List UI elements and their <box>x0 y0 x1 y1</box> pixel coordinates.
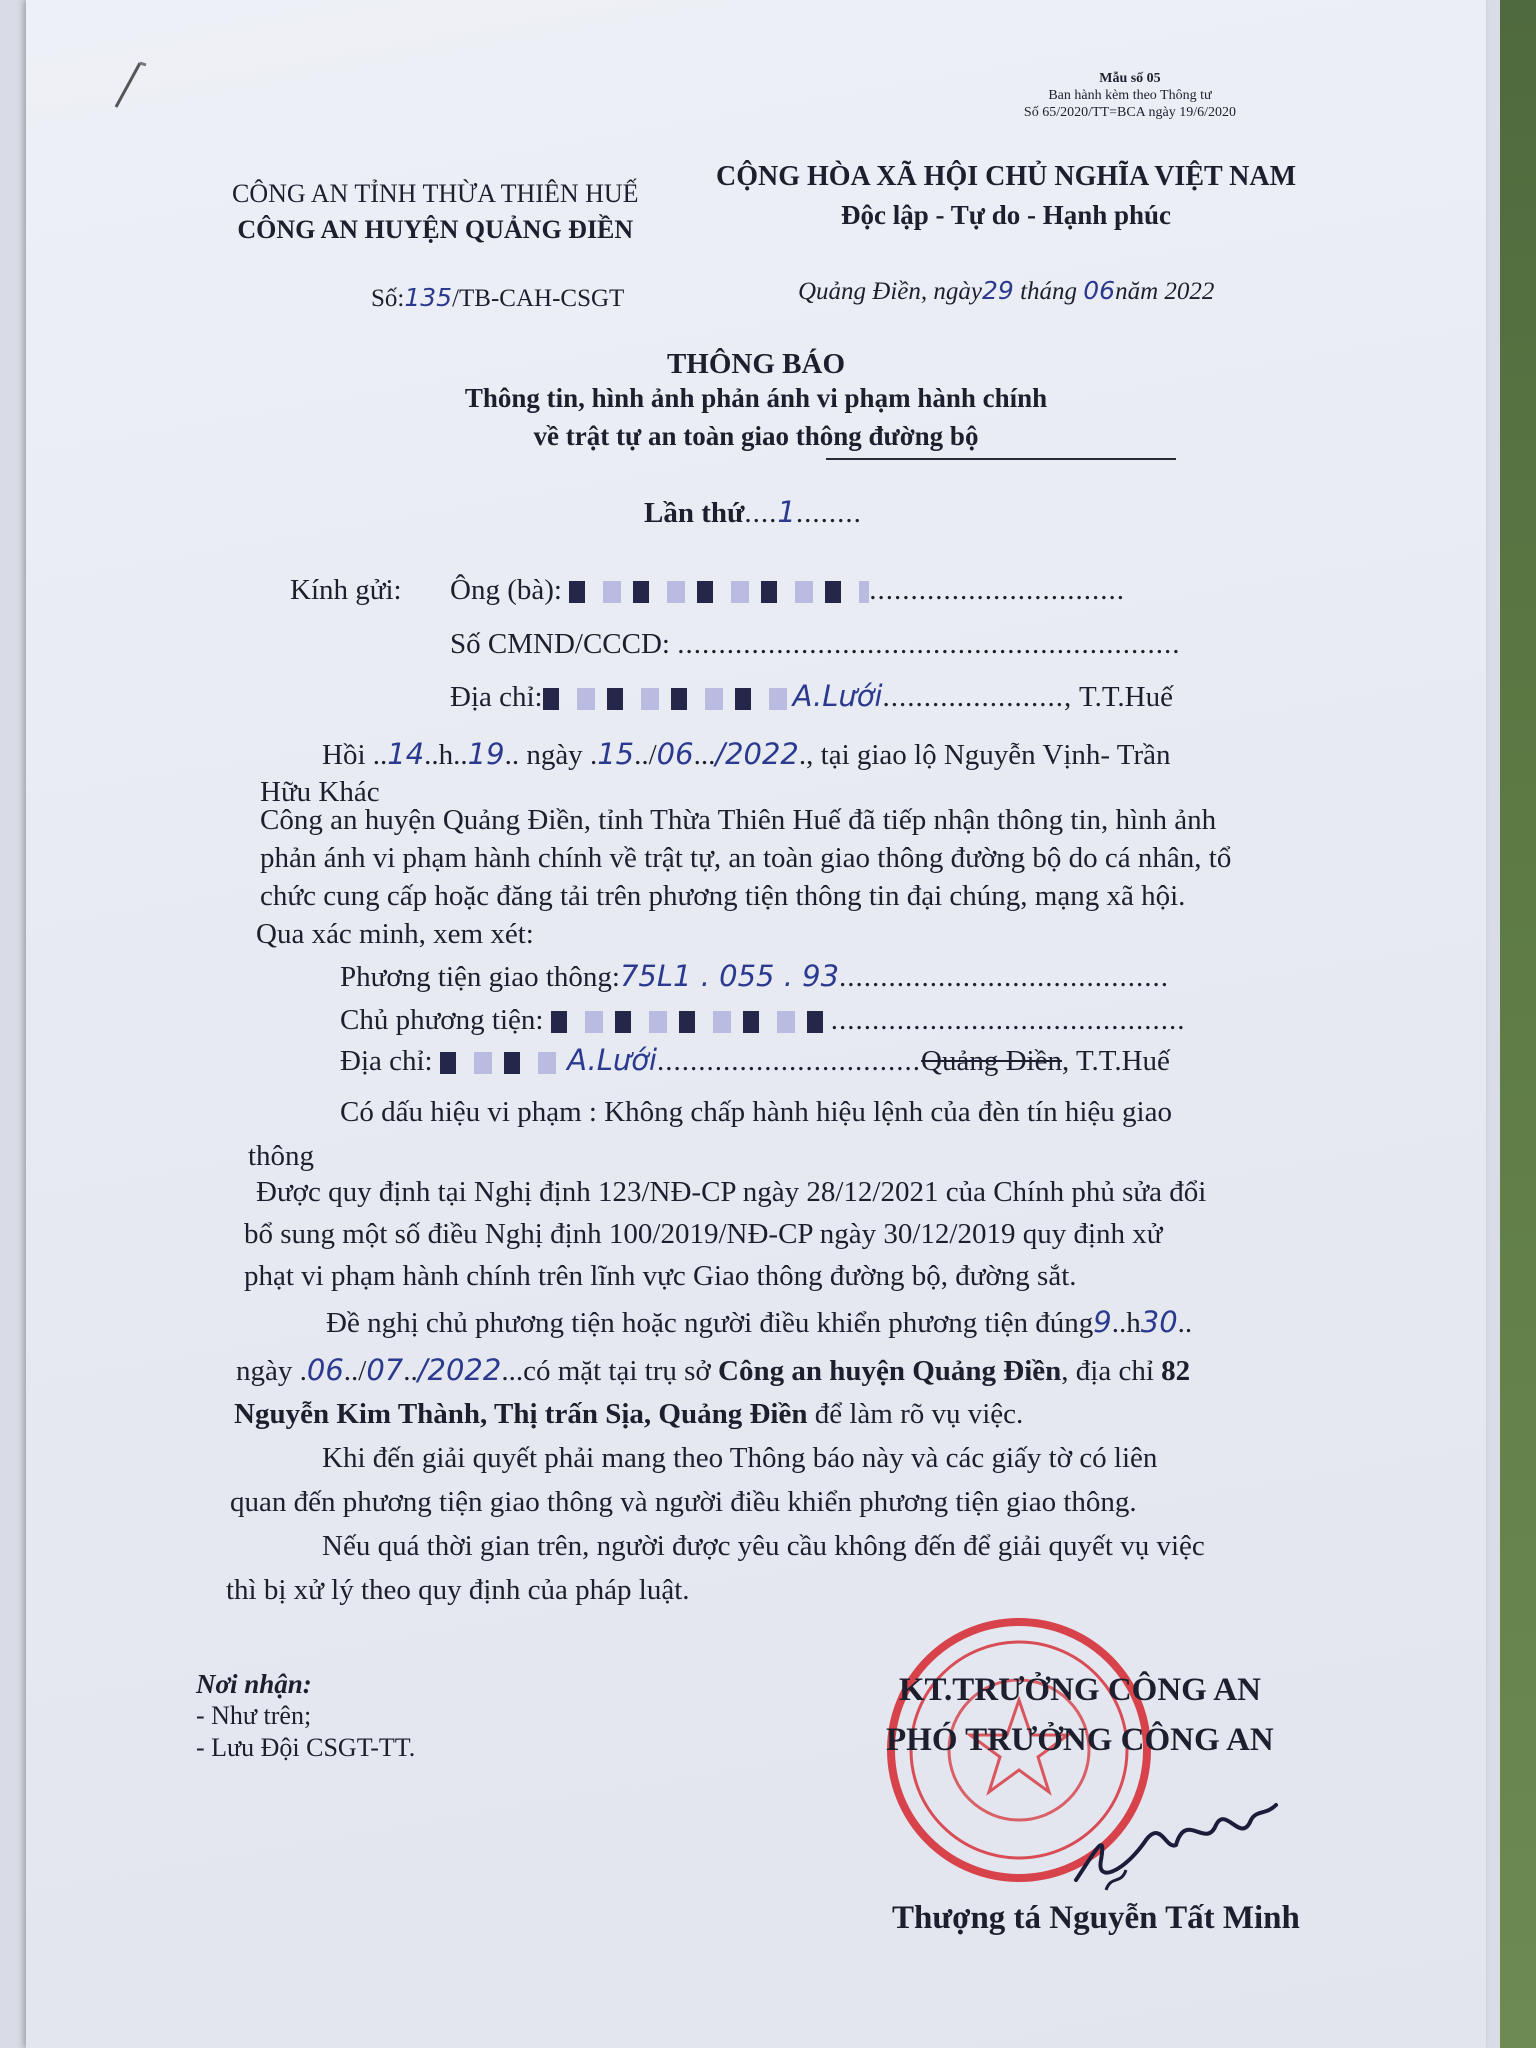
recipient-name-line <box>450 570 1125 610</box>
signature-title-1: KT.TRƯỞNG CÔNG AN <box>898 1672 1261 1708</box>
date-month: 06 <box>1083 276 1116 305</box>
violation-line2: thông <box>248 1140 315 1172</box>
recipients-item-1: - Như trên; <box>196 1701 312 1730</box>
request-mid: ...có mặt tại trụ sở <box>501 1355 719 1387</box>
national-motto <box>716 158 1296 234</box>
para1-line2: phản ánh vi phạm hành chính về trật tự, an toàn giao thông đường bộ do cá nhân, tổ <box>260 842 1232 874</box>
attempt-label: Lần thứ <box>644 497 745 529</box>
staple-icon <box>106 55 166 115</box>
request-line1: Đề nghị chủ phương tiện hoặc người điều khiển phương tiện đúng9..h30.. <box>326 1305 1193 1339</box>
recipients-heading: Nơi nhận: <box>196 1669 312 1699</box>
owner-address-hand: A.Lưới <box>567 1043 658 1077</box>
redacted-owner-address <box>440 1052 560 1074</box>
recipients-item-2: - Lưu Đội CSGT-TT. <box>196 1733 416 1762</box>
para1-line4: Qua xác minh, xem xét: <box>256 918 534 950</box>
request-address-number: 82 <box>1161 1355 1191 1387</box>
owner-address-label: Địa chỉ: <box>340 1045 433 1077</box>
redacted-name <box>569 581 869 603</box>
to-label: Kính gửi: <box>290 574 402 606</box>
id-label: Số CMND/CCCD: <box>450 628 670 660</box>
request-hour: 9 <box>1093 1305 1112 1339</box>
request-line2: ngày .06../07../2022...có mặt tại trụ sở Công an huyện Quảng Điền, địa chỉ 82 <box>236 1353 1191 1387</box>
form-issued-with: Ban hành kèm theo Thông tư <box>1048 88 1212 103</box>
warn-line1: Nếu quá thời gian trên, người được yêu cầu không đến để giải quyết vụ việc <box>322 1530 1205 1562</box>
title-underline <box>826 458 1176 460</box>
owner-address-province: , T.T.Huế <box>1061 1045 1170 1077</box>
document-number <box>371 283 624 313</box>
owner-line <box>340 1000 1185 1040</box>
form-circular: Số 65/2020/TT=BCA ngày 19/6/2020 <box>1023 105 1236 120</box>
doc-number-suffix: /TB-CAH-CSGT <box>452 285 625 312</box>
incident-month: 06 <box>656 737 694 771</box>
form-note <box>1024 70 1236 121</box>
address-label: Địa chỉ: <box>450 681 543 713</box>
incident-hour: 14 <box>387 737 425 771</box>
request-address-label: , địa chỉ <box>1061 1355 1162 1387</box>
violation-line1: Có dấu hiệu vi phạm : Không chấp hành hiệu lệnh của đèn tín hiệu giao <box>340 1096 1172 1128</box>
request-year: /2022 <box>417 1353 502 1387</box>
attempt-value: 1 <box>777 495 796 529</box>
date-place: Quảng Điền, ngày <box>798 278 982 305</box>
incident-location-2: Hữu Khác <box>260 776 380 808</box>
agency-district: CÔNG AN HUYỆN QUẢNG ĐIỀN <box>237 215 634 244</box>
address-dots: ......................, <box>882 681 1073 713</box>
redacted-address <box>543 688 793 710</box>
attempt-dots-after: ........ <box>795 497 862 529</box>
document-subtitle-2: về trật tự an toàn giao thông đường bộ <box>533 421 979 451</box>
agency-province: CÔNG AN TỈNH THỪA THIÊN HUẾ <box>232 179 639 208</box>
document-date <box>798 276 1214 306</box>
address-hand: A.Lưới <box>792 679 883 713</box>
owner-dots: ........................................... <box>830 1004 1186 1036</box>
owner-address-dots: ................................ <box>657 1045 922 1077</box>
vehicle-plate: 75L1 . 055 . 93 <box>619 959 840 993</box>
document-subtitle-1: Thông tin, hình ảnh phản ánh vi phạm hành chính <box>464 383 1048 413</box>
doc-number-hand: 135 <box>404 283 453 312</box>
request-day-label: ngày <box>236 1355 293 1387</box>
owner-label: Chủ phương tiện: <box>340 1004 544 1036</box>
request-day: 06 <box>306 1353 344 1387</box>
para1-line1: Công an huyện Quảng Điền, tỉnh Thừa Thiên Huế đã tiếp nhận thông tin, hình ảnh <box>260 804 1217 836</box>
incident-day: 15 <box>597 737 635 771</box>
id-dots: ............................................................. <box>677 628 1181 660</box>
request-dots: .. <box>1177 1307 1193 1339</box>
legal-line1: Được quy định tại Nghị định 123/NĐ-CP ngày 28/12/2021 của Chính phủ sửa đổi <box>256 1176 1207 1208</box>
request-address-street: Nguyễn Kim Thành, Thị trấn Sịa, Quảng Điền <box>234 1398 808 1430</box>
bring-line2: quan đến phương tiện giao thông và người điều khiển phương tiện giao thông. <box>230 1486 1137 1518</box>
request-office: Công an huyện Quảng Điền <box>718 1355 1062 1387</box>
notice-document <box>26 0 1486 2048</box>
request-month: 07 <box>366 1353 404 1387</box>
country-name: CỘNG HÒA XÃ HỘI CHỦ NGHĨA VIỆT NAM <box>716 161 1297 192</box>
motto: Độc lập - Tự do - Hạnh phúc <box>840 200 1172 230</box>
incident-time-line: Hồi ..14..h..19.. ngày .15../06.../2022., tại giao lộ Nguyễn Vịnh- Trần <box>322 737 1171 771</box>
recipient-id-line <box>450 624 1180 664</box>
redacted-owner <box>551 1011 831 1033</box>
vehicle-dots: ........................................ <box>839 961 1170 993</box>
owner-address-line <box>340 1040 1170 1081</box>
date-day: 29 <box>982 276 1014 305</box>
attempt-dots: .... <box>744 497 778 529</box>
warn-line2: thì bị xử lý theo quy định của pháp luật. <box>226 1574 690 1606</box>
incident-location: ., tại giao lộ Nguyễn Vịnh- Trần <box>798 739 1171 771</box>
date-month-label: tháng <box>1020 278 1078 305</box>
legal-line2: bổ sung một số điều Nghị định 100/2019/NĐ-CP ngày 30/12/2019 quy định xử <box>244 1218 1163 1250</box>
owner-address-struck: Quảng Điền <box>921 1045 1062 1077</box>
signature-title-2: PHÓ TRƯỞNG CÔNG AN <box>886 1722 1274 1758</box>
incident-day-label: ngày <box>526 739 583 771</box>
attempt-line <box>644 492 862 533</box>
bring-line1: Khi đến giải quyết phải mang theo Thông báo này và các giấy tờ có liên <box>322 1442 1158 1474</box>
address-province: T.T.Huế <box>1079 681 1173 713</box>
document-title: THÔNG BÁO <box>666 348 846 380</box>
incident-h: h <box>438 739 454 771</box>
incident-at-label: Hồi <box>322 739 366 771</box>
request-line3 <box>234 1394 1023 1434</box>
recipients-list <box>196 1668 415 1764</box>
recipient-address-line <box>450 676 1173 717</box>
request-minute: 30 <box>1140 1305 1178 1339</box>
date-year: năm 2022 <box>1115 278 1215 305</box>
signature-block <box>886 1665 1274 1765</box>
signer-name: Thượng tá Nguyễn Tất Minh <box>892 1900 1300 1936</box>
request-h: h <box>1126 1307 1141 1339</box>
vehicle-label: Phương tiện giao thông: <box>340 961 620 993</box>
legal-line3: phạt vi phạm hành chính trên lĩnh vực Giao thông đường bộ, đường sắt. <box>244 1260 1077 1292</box>
request-end: để làm rõ vụ việc. <box>807 1398 1024 1430</box>
doc-number-prefix: Số: <box>371 285 405 312</box>
request-text: Đề nghị chủ phương tiện hoặc người điều khiển phương tiện đúng <box>326 1307 1094 1339</box>
incident-year: /2022 <box>715 737 799 771</box>
para1-line3: chức cung cấp hoặc đăng tải trên phương tiện thông tin đại chúng, mạng xã hội. <box>260 880 1186 912</box>
incident-minute: 19 <box>467 737 505 771</box>
name-label: Ông (bà): <box>450 574 562 606</box>
form-number: Mẫu số 05 <box>1099 71 1161 86</box>
name-dots: ............................... <box>869 574 1125 606</box>
vehicle-line <box>340 956 1169 997</box>
handwritten-signature-icon <box>1066 1790 1286 1900</box>
issuing-agency <box>232 176 639 248</box>
